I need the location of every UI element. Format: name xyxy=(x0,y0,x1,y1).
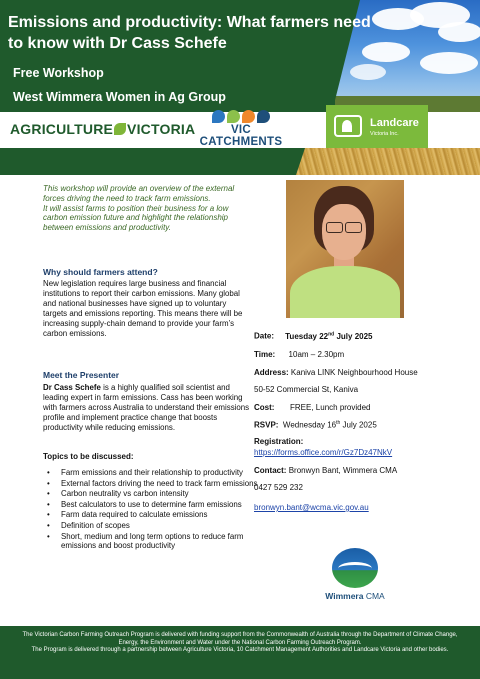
presenter-bio-text: is a highly qualified soil scientist and leading expert in farm emissions. Cass has been working with farmers across Australia to understand their emissions profile and implement practice change that boosts productivity while reducing emissions. xyxy=(43,383,250,432)
event-address xyxy=(254,368,418,377)
rsvp-label: RSVP: xyxy=(254,420,279,430)
list-item: • Farm data required to calculate emissions xyxy=(47,510,267,520)
intro-line-1: This workshop will provide an overview of the external forces driving the need to track farm emissions. xyxy=(43,184,235,203)
wheat-field-photo xyxy=(296,148,480,175)
why-body: New legislation requires large business and financial institutions to report their carbon emissions. Many global and national businesses have signed up to voluntary targets and emissions reporting. This means there will be increasing supply-chain demand to provide your farm’s carbon emissions. xyxy=(43,279,243,338)
landcare-hand-icon xyxy=(334,115,362,137)
time-value: 10am – 2.30pm xyxy=(288,350,345,359)
event-cost xyxy=(254,403,371,412)
landcare-sub: Victoria Inc. xyxy=(370,131,399,137)
event-date: Date: Tuesday 22nd July 2025 xyxy=(254,331,373,341)
list-item: • Carbon neutrality vs carbon intensity xyxy=(47,489,267,499)
intro-text xyxy=(43,184,243,233)
contact-phone: 0427 529 232 xyxy=(254,483,303,492)
contact-label: Contact: xyxy=(254,466,287,475)
event-type: Free Workshop xyxy=(13,66,104,80)
presenter-heading: Meet the Presenter xyxy=(43,370,120,380)
page-title: Emissions and productivity: What farmers need to know with Dr Cass Schefe xyxy=(8,14,371,52)
date-label: Date: xyxy=(254,331,275,341)
ag-logo-text-2: VICTORIA xyxy=(127,121,196,137)
list-item: • External factors driving the need to track farm emissions xyxy=(47,479,267,489)
host-group: West Wimmera Women in Ag Group xyxy=(13,90,226,104)
intro-line-2: It will assist farms to position their business for a low carbon emission future and highlight the relationship between emissions and productivity. xyxy=(43,203,229,233)
event-rsvp: RSVP: Wednesday 16th July 2025 xyxy=(254,420,377,430)
ag-logo-text-1: AGRICULTURE xyxy=(10,121,114,137)
vic-catchments-name: VIC CATCHMENTS xyxy=(199,124,283,148)
presenter-bio xyxy=(43,383,253,433)
agriculture-victoria-logo xyxy=(10,121,195,137)
presenter-name: Dr Cass Schefe xyxy=(43,383,101,392)
leaf-icon xyxy=(114,123,126,135)
time-label: Time: xyxy=(254,350,276,359)
contact-email-link[interactable]: bronwyn.bant@wcma.vic.gov.au xyxy=(254,503,369,512)
footer-line-2: The Program is delivered through a partnership between Agriculture Victoria, 10 Catchment Management Authorities and Landcare Victoria and other bodies. xyxy=(31,647,449,654)
topics-heading: Topics to be discussed: xyxy=(43,452,134,461)
contact xyxy=(254,466,397,475)
footer-line-1: The Victorian Carbon Farming Outreach Program is delivered with funding support from the Commonwealth of Australia through the Department of Climate Change, Energy, the Environment and Water under the National Carbon Farming Outreach Program. xyxy=(22,632,458,646)
address-label: Address: xyxy=(254,368,289,377)
topics-list xyxy=(47,468,267,552)
cost-label: Cost: xyxy=(254,403,275,412)
contact-value: Bronwyn Bant, Wimmera CMA xyxy=(288,466,398,475)
wimmera-cma-logo xyxy=(315,548,395,601)
cloud xyxy=(438,22,480,42)
address-line-1: Kaniva LINK Neighbourhood House xyxy=(290,368,418,377)
list-item: • Definition of scopes xyxy=(47,521,267,531)
cost-value: FREE, Lunch provided xyxy=(290,403,371,412)
list-item: • Short, medium and long term options to reduce farm emissions and boost productivity xyxy=(47,532,267,551)
cloud xyxy=(350,64,386,80)
landcare-logo xyxy=(326,105,428,148)
footer xyxy=(0,626,480,679)
address-line-2: 50-52 Commercial St, Kaniva xyxy=(254,385,359,394)
header-banner xyxy=(0,0,480,112)
registration-link[interactable]: https://forms.office.com/r/Gz7Dz47NkV xyxy=(254,448,393,457)
list-item: • Farm emissions and their relationship to productivity xyxy=(47,468,267,478)
presenter-photo xyxy=(286,180,404,318)
droplets-icon xyxy=(191,110,291,124)
registration-label: Registration: xyxy=(254,437,304,446)
list-item: • Best calculators to use to determine farm emissions xyxy=(47,500,267,510)
wimmera-cma-name: Wimmera CMA xyxy=(325,591,385,601)
green-stripe xyxy=(0,148,305,175)
wimmera-globe-icon xyxy=(332,548,378,588)
cloud xyxy=(420,52,478,74)
event-time xyxy=(254,350,344,359)
landcare-name: Landcare xyxy=(370,117,419,129)
why-heading: Why should farmers attend? xyxy=(43,267,158,277)
